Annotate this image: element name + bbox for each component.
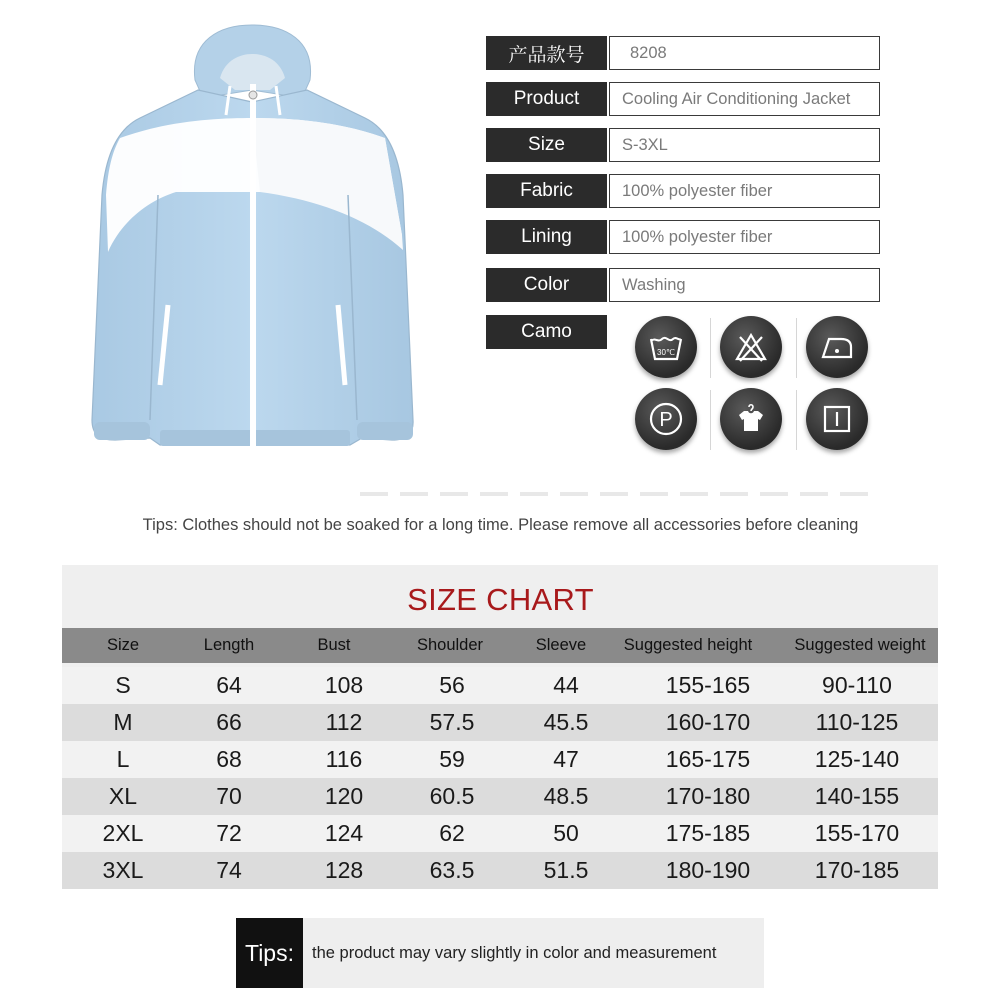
spec-value: 100% polyester fiber [609, 220, 880, 254]
cell-bust: 116 [325, 746, 363, 772]
cell-bust: 108 [324, 672, 364, 698]
size-chart-title: SIZE CHART [407, 582, 594, 617]
cell-shoulder: 62 [439, 820, 465, 846]
header-sleeve: Sleeve [535, 636, 587, 654]
cell-size: L [116, 746, 130, 772]
cell-height: 180-190 [665, 857, 751, 883]
spec-value: 100% polyester fiber [609, 174, 880, 208]
cell-shoulder: 57.5 [429, 709, 475, 735]
header-bust: Bust [317, 636, 351, 654]
cell-length: 64 [216, 672, 242, 698]
cell-sleeve: 51.5 [543, 857, 589, 883]
cell-weight: 110-125 [815, 709, 899, 735]
spec-row-product [486, 82, 880, 116]
header-size: Size [106, 636, 140, 654]
header-suggested-height: Suggested height [623, 636, 753, 654]
cell-height: 155-165 [665, 672, 751, 698]
washing-tips: Tips: Clothes should not be soaked for a long time. Please remove all accessories before cleaning [142, 516, 859, 534]
spec-label: Color [486, 268, 607, 302]
cell-height: 170-180 [665, 783, 751, 809]
cell-weight: 155-170 [814, 820, 900, 846]
dry-clean-letter: P [659, 409, 673, 431]
spec-label: Lining [486, 220, 607, 254]
iron-low-icon [806, 316, 868, 378]
spec-row-camo [486, 315, 607, 349]
spec-value: Cooling Air Conditioning Jacket [609, 82, 880, 116]
cell-size: M [113, 709, 133, 735]
header-length: Length [203, 636, 255, 654]
cell-size: XL [108, 783, 138, 809]
cell-shoulder: 56 [439, 672, 465, 698]
cell-size: 3XL [102, 857, 144, 883]
cell-length: 70 [216, 783, 242, 809]
cell-sleeve: 44 [553, 672, 579, 698]
cell-weight: 140-155 [814, 783, 900, 809]
spec-label: 产品款号 [486, 36, 607, 70]
cell-shoulder: 59 [439, 746, 465, 772]
cell-size: S [115, 672, 131, 698]
camo-label: Camo [486, 315, 607, 349]
cell-height: 165-175 [665, 746, 751, 772]
wash-30-icon [635, 316, 697, 378]
care-divider [796, 390, 797, 450]
spec-row-size [486, 128, 880, 162]
line-dry-icon [806, 388, 868, 450]
header-shoulder: Shoulder [416, 636, 484, 654]
cell-weight: 125-140 [814, 746, 900, 772]
cell-length: 74 [216, 857, 242, 883]
dry-clean-p-icon [635, 388, 697, 450]
cell-bust: 120 [324, 783, 364, 809]
cell-sleeve: 50 [553, 820, 579, 846]
spec-row-style-number [486, 36, 880, 70]
spec-value: Washing [609, 268, 880, 302]
spec-label: Fabric [486, 174, 607, 208]
wash-temp-label: 30℃ [657, 348, 675, 357]
cell-weight: 170-185 [814, 857, 900, 883]
cell-bust: 124 [324, 820, 364, 846]
spec-label: Size [486, 128, 607, 162]
spec-row-lining [486, 220, 880, 254]
cell-size: 2XL [102, 820, 144, 846]
bottom-tips-text: the product may vary slightly in color and measurement [312, 943, 717, 962]
header-suggested-weight: Suggested weight [794, 636, 926, 654]
spec-label: Product [486, 82, 607, 116]
no-bleach-icon [720, 316, 782, 378]
care-divider [796, 318, 797, 378]
cell-length: 68 [216, 746, 242, 772]
cell-shoulder: 63.5 [429, 857, 475, 883]
faded-text-line [360, 492, 880, 496]
cell-length: 66 [216, 709, 242, 735]
cell-bust: 128 [324, 857, 364, 883]
care-divider [710, 318, 711, 378]
cell-height: 175-185 [665, 820, 751, 846]
bottom-tips-label: Tips: [236, 918, 303, 988]
spec-row-fabric [486, 174, 880, 208]
spec-value: 8208 [609, 36, 880, 70]
cell-sleeve: 45.5 [543, 709, 589, 735]
cell-height: 160-170 [665, 709, 751, 735]
cell-shoulder: 60.5 [429, 783, 475, 809]
spec-row-color [486, 268, 880, 302]
hang-dry-shirt-icon [720, 388, 782, 450]
cell-weight: 90-110 [822, 672, 892, 698]
spec-value: S-3XL [609, 128, 880, 162]
care-divider [710, 390, 711, 450]
jacket-image [80, 20, 425, 460]
cell-bust: 112 [325, 709, 363, 735]
cell-sleeve: 47 [553, 746, 579, 772]
cell-sleeve: 48.5 [543, 783, 589, 809]
cell-length: 72 [216, 820, 242, 846]
